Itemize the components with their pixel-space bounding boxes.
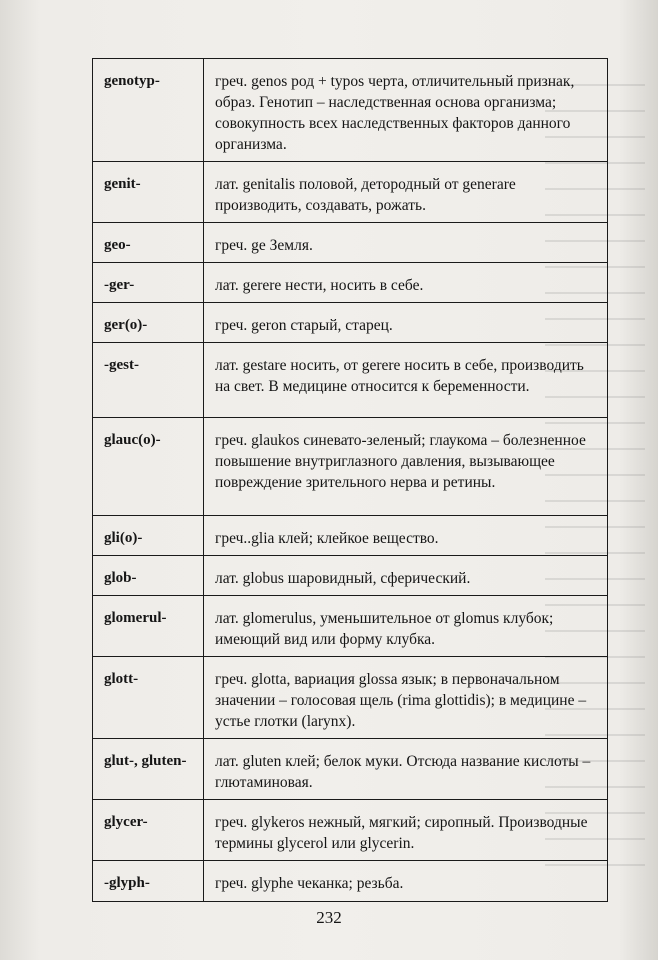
table-row xyxy=(93,657,608,739)
term-cell: geo- xyxy=(93,223,204,263)
definition-cell: греч. genos род + typos черта, отличительный признак, образ. Генотип – наследственная основа организма; совокупность всех наследственных факторов данного организма. xyxy=(204,59,608,162)
definition-cell: греч. glotta, вариация glossa язык; в первоначальном значении – голосовая щель (rima glottidis); в медицине – устье глотки (larynx). xyxy=(204,657,608,739)
definition-cell: греч. glykeros нежный, мягкий; сиропный. Производные термины glycerol или glycerin. xyxy=(204,800,608,861)
term-cell: glomerul- xyxy=(93,596,204,657)
definition-cell: лат. gerere нести, носить в себе. xyxy=(204,263,608,303)
definition-cell: лат. glomerulus, уменьшительное от glomus клубок; имеющий вид или форму клубка. xyxy=(204,596,608,657)
definition-cell: лат. globus шаровидный, сферический. xyxy=(204,556,608,596)
table-row xyxy=(93,223,608,263)
definition-cell: греч. ge Земля. xyxy=(204,223,608,263)
definition-cell: греч. glaukos синевато-зеленый; глаукома – болезненное повышение внутриглазного давления, вызывающее повреждение зрительного нерва и ретины. xyxy=(204,418,608,516)
term-cell: -glyph- xyxy=(93,861,204,902)
term-cell: gli(o)- xyxy=(93,516,204,556)
table-row xyxy=(93,596,608,657)
table-row xyxy=(93,162,608,223)
table-row xyxy=(93,556,608,596)
table-row xyxy=(93,263,608,303)
term-cell: ger(o)- xyxy=(93,303,204,343)
table-row xyxy=(93,516,608,556)
term-cell: glut-, gluten- xyxy=(93,739,204,800)
definition-cell: греч. glyphe чеканка; резьба. xyxy=(204,861,608,902)
term-cell: glauc(o)- xyxy=(93,418,204,516)
definition-cell: греч..glia клей; клейкое вещество. xyxy=(204,516,608,556)
definition-cell: лат. gluten клей; белок муки. Отсюда название кислоты – глютаминовая. xyxy=(204,739,608,800)
table-row xyxy=(93,59,608,162)
table-row xyxy=(93,418,608,516)
term-cell: glycer- xyxy=(93,800,204,861)
page-number: 232 xyxy=(316,908,342,927)
term-cell: -gest- xyxy=(93,343,204,418)
definition-cell: лат. gestare носить, от gerere носить в себе, производить на свет. В медицине относится к беременности. xyxy=(204,343,608,418)
term-cell: glott- xyxy=(93,657,204,739)
table-row xyxy=(93,800,608,861)
definition-cell: греч. geron старый, старец. xyxy=(204,303,608,343)
term-cell: genit- xyxy=(93,162,204,223)
table-row xyxy=(93,861,608,902)
etymology-table xyxy=(92,58,608,902)
table-row xyxy=(93,303,608,343)
table-row xyxy=(93,343,608,418)
term-cell: glob- xyxy=(93,556,204,596)
table-row xyxy=(93,739,608,800)
term-cell: genotyp- xyxy=(93,59,204,162)
term-cell: -ger- xyxy=(93,263,204,303)
definition-cell: лат. genitalis половой, детородный от generare производить, создавать, рожать. xyxy=(204,162,608,223)
